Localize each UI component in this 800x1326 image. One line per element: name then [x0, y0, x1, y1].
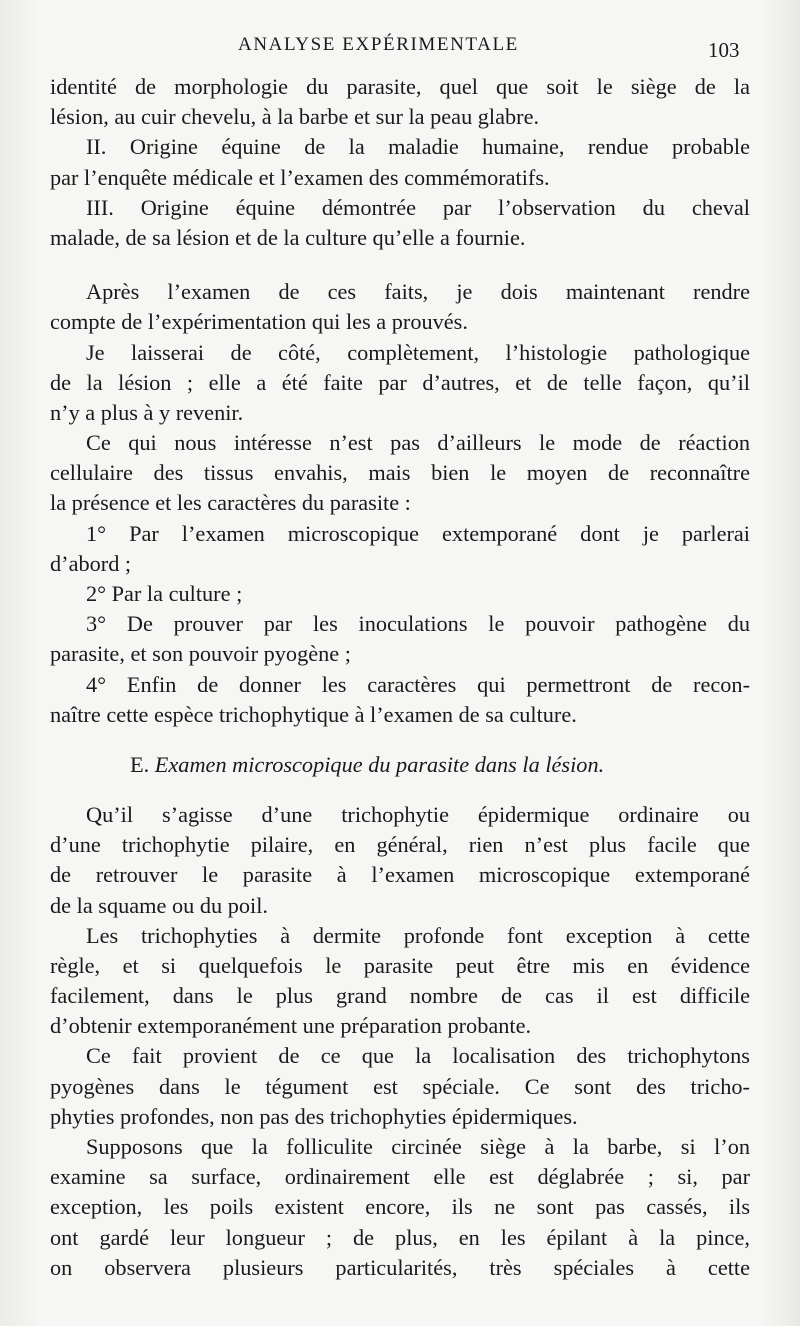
text-line: Après l’examen de ces faits, je dois maintenant rendre	[86, 279, 750, 305]
text-line: Qu’il s’agisse d’une trichophytie épidermique ordinaire ou	[86, 801, 750, 827]
text-line: d’obtenir extemporanément une préparation probante.	[50, 1013, 532, 1039]
page-body	[50, 72, 750, 1283]
text-line: règle, et si quelquefois le parasite peut être mis en évidence	[50, 952, 750, 978]
text-line: II. Origine équine de la maladie humaine, rendue probable	[86, 134, 750, 160]
text-line: Supposons que la folliculite circinée siège à la barbe, si l’on	[86, 1134, 750, 1159]
text-line: pyogènes dans le tégument est spéciale. Ce sont des tricho-	[50, 1073, 750, 1099]
page-header	[0, 30, 800, 60]
section-title: Examen microscopique du parasite dans la lésion.	[154, 751, 605, 777]
text-line: exception, les poils existent encore, ils ne sont pas cassés, ils	[50, 1194, 750, 1220]
text-line: de retrouver le parasite à l’examen microscopique extemporané	[50, 862, 750, 888]
text-line: par l’enquête médicale et l’examen des commémoratifs.	[50, 164, 550, 190]
text-line: lésion, au cuir chevelu, à la barbe et sur la peau glabre.	[50, 104, 540, 130]
text-line: phyties profondes, non pas des trichophyties épidermiques.	[50, 1103, 578, 1129]
text-line: la présence et les caractères du parasite :	[50, 490, 411, 516]
text-line: Les trichophyties à dermite profonde font exception à cette	[86, 922, 750, 948]
section-letter: E.	[130, 751, 150, 777]
text-line: on observera plusieurs particularités, très spéciales à cette	[50, 1254, 750, 1280]
text-line: naître cette espèce trichophytique à l’examen de sa culture.	[50, 701, 577, 727]
text-line: facilement, dans le plus grand nombre de cas il est difficile	[50, 983, 750, 1009]
text-line: de la lésion ; elle a été faite par d’autres, et de telle façon, qu’il	[50, 369, 750, 395]
section-heading	[50, 748, 750, 782]
paragraph-gap	[50, 253, 750, 277]
text-line: ont gardé leur longueur ; de plus, en les épilant à la pince,	[50, 1224, 750, 1250]
section-gap	[50, 730, 750, 748]
text-line: 1° Par l’examen microscopique extemporané dont je parlerai	[86, 520, 750, 546]
running-title: ANALYSE EXPÉRIMENTALE	[238, 34, 519, 55]
text-line: 4° Enfin de donner les caractères qui permettront de recon-	[86, 671, 750, 697]
text-line: Ce fait provient de ce que la localisation des trichophytons	[86, 1043, 750, 1069]
text-line: n’y a plus à y revenir.	[50, 399, 244, 425]
section-gap	[50, 782, 750, 800]
text-line: Je laisserai de côté, complètement, l’histologie pathologique	[86, 339, 750, 365]
text-line: Ce qui nous intéresse n’est pas d’ailleurs le mode de réaction	[86, 430, 750, 456]
text-line: 2° Par la culture ;	[86, 581, 243, 606]
text-line: cellulaire des tissus envahis, mais bien le moyen de reconnaître	[50, 460, 750, 486]
text-line: de la squame ou du poil.	[50, 892, 268, 918]
text-line: malade, de sa lésion et de la culture qu’elle a fournie.	[50, 224, 526, 250]
page-number: 103	[708, 38, 740, 62]
text-line: identité de morphologie du parasite, quel que soit le siège de la	[50, 74, 750, 99]
text-line: parasite, et son pouvoir pyogène ;	[50, 641, 351, 667]
text-line: examine sa surface, ordinairement elle est déglabrée ; si, par	[50, 1164, 750, 1190]
text-line: III. Origine équine démontrée par l’observation du cheval	[86, 194, 750, 220]
text-line: compte de l’expérimentation qui les a prouvés.	[50, 309, 468, 335]
text-line: d’une trichophytie pilaire, en général, rien n’est plus facile que	[50, 832, 750, 858]
text-line: d’abord ;	[50, 550, 132, 576]
text-line: 3° De prouver par les inoculations le pouvoir pathogène du	[86, 611, 750, 637]
